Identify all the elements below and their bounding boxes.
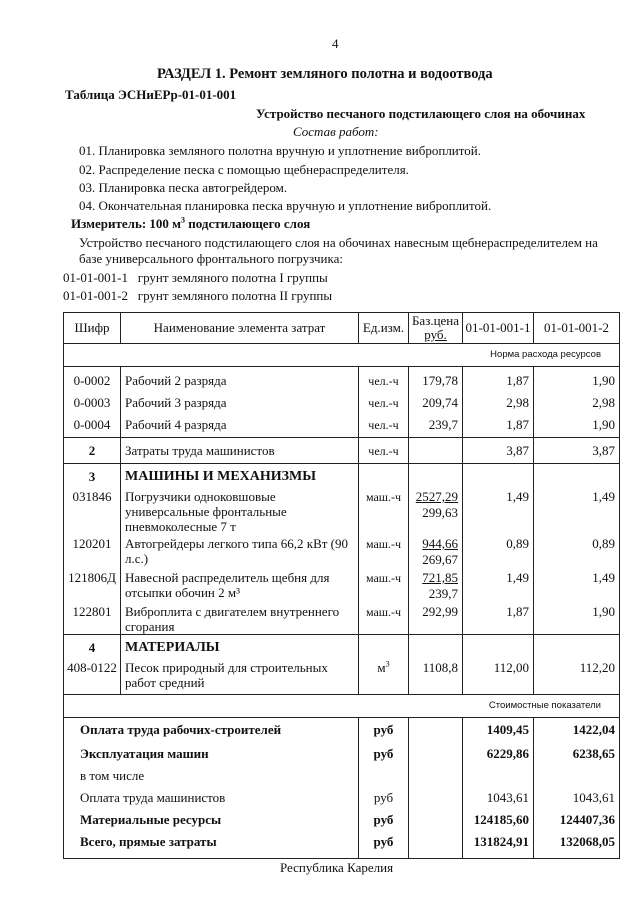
table-cell: 1,49 (534, 568, 620, 602)
table-cell: 112,20 (534, 656, 620, 695)
table-cell (359, 635, 409, 657)
cell-text: универсальные фронтальные (125, 504, 287, 519)
table-cell: маш.-ч (359, 602, 409, 635)
table-cell: 124185,60 (463, 806, 534, 828)
table-cell (534, 635, 620, 657)
cell-text: Автогрейдеры легкого типа 66,2 кВт (90 (125, 536, 349, 551)
table-cell: чел.-ч (359, 389, 409, 411)
table-cell (121, 534, 359, 568)
table-cell: 2 (64, 438, 121, 464)
table-title: Устройство песчаного подстилающего слоя на обочинах (256, 106, 586, 121)
table-cell: руб (359, 784, 409, 806)
table-row (64, 534, 620, 568)
table-cell: Рабочий 3 разряда (121, 389, 359, 411)
table-cell: 6229,86 (463, 740, 534, 762)
cell-text: Песок природный для строительных (125, 660, 328, 675)
cell-text: подстилающего слоя (185, 216, 311, 231)
table-cell: 3,87 (534, 438, 620, 464)
table-header (64, 313, 620, 344)
table-cell: 132068,05 (534, 828, 620, 859)
cost-row (64, 718, 620, 741)
work-item: 02. Распределение песка с помощью щебнераспределителя. (79, 162, 409, 177)
table-cell: 1,87 (463, 602, 534, 635)
table-cell: чел.-ч (359, 411, 409, 438)
table-cell: 121806Д (64, 568, 121, 602)
table-cell: 2,98 (534, 389, 620, 411)
table-cell (409, 464, 463, 486)
cell-text: Баз.цена (411, 313, 460, 328)
cell-text: отсыпки обочин 2 м³ (125, 585, 241, 600)
cell-text: 3 (181, 215, 186, 225)
table-cell (534, 762, 620, 784)
table-cell: в том числе (64, 762, 359, 784)
cell-text: м (377, 660, 386, 675)
cell-text: Виброплита с двигателем внутреннего (125, 604, 340, 619)
cell-text: Измеритель: 100 м (71, 216, 182, 231)
table-cell (409, 534, 463, 568)
table-cell (409, 635, 463, 657)
norm-label: Норма расхода ресурсов (64, 344, 620, 367)
table-cell (409, 806, 463, 828)
table-cell (409, 740, 463, 762)
table-cell: МАШИНЫ И МЕХАНИЗМЫ (121, 464, 359, 486)
variant (63, 288, 332, 304)
cell-text: грунт земляного полотна I группы (137, 270, 328, 285)
table-cell: 1,90 (534, 411, 620, 438)
table-cell: 1,87 (463, 411, 534, 438)
table-cell: 6238,65 (534, 740, 620, 762)
table-cell: Рабочий 4 разряда (121, 411, 359, 438)
table-cell: Материальные ресурсы (64, 806, 359, 828)
page-number: 4 (332, 36, 339, 51)
cell-text: 299,63 (422, 505, 458, 520)
table-cell: 0-0003 (64, 389, 121, 411)
table-cell: 120201 (64, 534, 121, 568)
table-cell (409, 485, 463, 534)
description: базе универсального фронтального погрузчика: (79, 251, 343, 266)
cost-label: Стоимостные показатели (64, 695, 620, 718)
table-row (64, 389, 620, 411)
table-row (64, 438, 620, 464)
cost-row (64, 784, 620, 806)
cost-row (64, 806, 620, 828)
table-row (64, 656, 620, 695)
table-row (64, 411, 620, 438)
table-cell: 1422,04 (534, 718, 620, 741)
section-row (64, 635, 620, 657)
table-cell (463, 635, 534, 657)
table-cell (121, 568, 359, 602)
table-cell: 124407,36 (534, 806, 620, 828)
cell-text: грунт земляного полотна II группы (137, 288, 333, 303)
table-cell: 0,89 (534, 534, 620, 568)
table-cell (409, 438, 463, 464)
col-price (409, 313, 463, 344)
section-title: РАЗДЕЛ 1. Ремонт земляного полотна и водоотвода (157, 66, 493, 82)
table-cell (359, 762, 409, 784)
cell-text: пневмоколесные 7 т (125, 519, 236, 534)
table-cell (121, 602, 359, 635)
works-heading: Состав работ: (293, 124, 379, 139)
cell-text: Погрузчики одноковшовые (125, 489, 276, 504)
table-cell: 1,49 (463, 568, 534, 602)
cell-text: руб. (424, 327, 447, 342)
table-cell (463, 762, 534, 784)
cell-text: Навесной распределитель щебня для (125, 570, 330, 585)
col-v1: 01-01-001-1 (463, 313, 534, 344)
table-cell (409, 568, 463, 602)
table-cell (463, 464, 534, 486)
table-cell (409, 762, 463, 784)
table-cell: руб (359, 718, 409, 741)
table-cell (409, 784, 463, 806)
table-cell (121, 485, 359, 534)
table-code: Таблица ЭСНиЕРр-01-01-001 (65, 87, 237, 102)
cost-row (64, 740, 620, 762)
cost-row (64, 762, 620, 784)
table-cell: Затраты труда машинистов (121, 438, 359, 464)
table-cell: 031846 (64, 485, 121, 534)
cell-text: 01-01-001-1 (63, 270, 128, 285)
cell-text: 01-01-001-2 (63, 288, 128, 303)
variant (63, 270, 328, 286)
table-cell: 1043,61 (463, 784, 534, 806)
footer: Республика Карелия (280, 860, 394, 875)
cell-text: сгорания (125, 619, 175, 634)
col-name: Наименование элемента затрат (121, 313, 359, 344)
table-cell: 1043,61 (534, 784, 620, 806)
table-row (64, 485, 620, 534)
table-row (64, 367, 620, 390)
table-cell: 122801 (64, 602, 121, 635)
table-cell: 3 (64, 464, 121, 486)
col-code: Шифр (64, 313, 121, 344)
table-cell: руб (359, 806, 409, 828)
table-cell: маш.-ч (359, 534, 409, 568)
table-cell: маш.-ч (359, 485, 409, 534)
table-cell (359, 464, 409, 486)
col-v2: 01-01-001-2 (534, 313, 620, 344)
work-item: 03. Планировка песка автогрейдером. (79, 180, 288, 195)
table-cell (121, 656, 359, 695)
table-cell: 0-0002 (64, 367, 121, 390)
table-cell: руб (359, 740, 409, 762)
table-cell (359, 656, 409, 695)
table-cell: Эксплуатация машин (64, 740, 359, 762)
table-cell: 1,49 (463, 485, 534, 534)
description: Устройство песчаного подстилающего слоя на обочинах навесным щебнераспределителем на (79, 235, 598, 250)
cell-text: л.с.) (125, 551, 149, 566)
table-cell: 0-0004 (64, 411, 121, 438)
table-cell (409, 828, 463, 859)
table-cell: руб (359, 828, 409, 859)
table-cell: 179,78 (409, 367, 463, 390)
table-cell: 209,74 (409, 389, 463, 411)
cell-text: 2527,29 (415, 489, 458, 504)
table-cell (534, 464, 620, 486)
table-row (64, 568, 620, 602)
cell-text: 721,85 (422, 570, 458, 585)
table-cell: 131824,91 (463, 828, 534, 859)
cell-text: 3 (385, 659, 390, 669)
col-unit: Ед.изм. (359, 313, 409, 344)
table-cell: 239,7 (409, 411, 463, 438)
table-cell: чел.-ч (359, 367, 409, 390)
table-cell: чел.-ч (359, 438, 409, 464)
cell-text: 944,66 (422, 536, 458, 551)
table-cell: 1,87 (463, 367, 534, 390)
table-cell: 4 (64, 635, 121, 657)
cell-text: работ средний (125, 675, 205, 690)
table-cell: 1108,8 (409, 656, 463, 695)
cell-text: 269,67 (422, 552, 458, 567)
table-cell: 292,99 (409, 602, 463, 635)
table-cell (409, 718, 463, 741)
table-cell: Рабочий 2 разряда (121, 367, 359, 390)
work-item: 04. Окончательная планировка песка вручную и уплотнение виброплитой. (79, 198, 492, 213)
table-cell: 0,89 (463, 534, 534, 568)
cost-row (64, 828, 620, 859)
work-item: 01. Планировка земляного полотна вручную и уплотнение виброплитой. (79, 143, 481, 158)
table-cell: 112,00 (463, 656, 534, 695)
table-cell: 1409,45 (463, 718, 534, 741)
table-cell: 2,98 (463, 389, 534, 411)
table-cell: 1,90 (534, 602, 620, 635)
table-cell: МАТЕРИАЛЫ (121, 635, 359, 657)
table-row (64, 602, 620, 635)
table-cell: 3,87 (463, 438, 534, 464)
resource-table (63, 312, 620, 859)
section-row (64, 464, 620, 486)
table-cell: 1,90 (534, 367, 620, 390)
meter (71, 216, 310, 232)
table-cell: Оплата труда машинистов (64, 784, 359, 806)
table-cell: маш.-ч (359, 568, 409, 602)
table-cell: Оплата труда рабочих-строителей (64, 718, 359, 741)
table-cell: 1,49 (534, 485, 620, 534)
table-cell: Всего, прямые затраты (64, 828, 359, 859)
cell-text: 239,7 (428, 586, 458, 601)
table-cell: 408-0122 (64, 656, 121, 695)
